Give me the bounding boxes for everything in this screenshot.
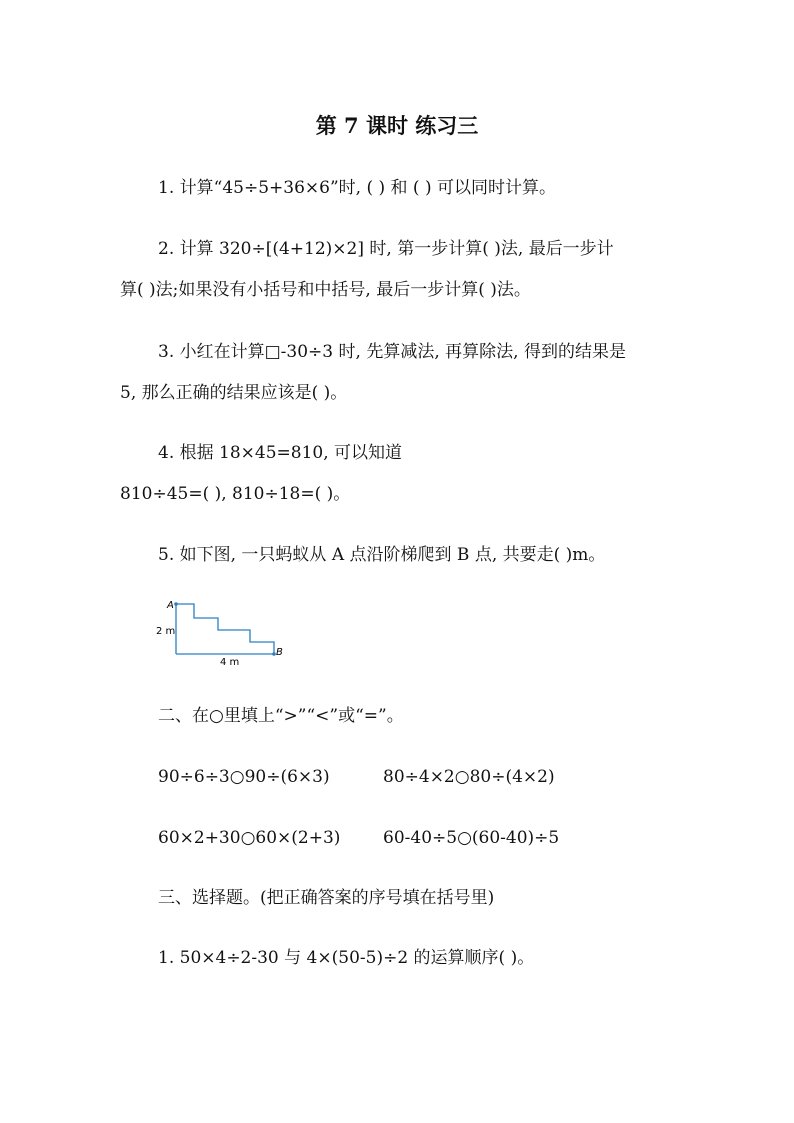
width-label: 4 m <box>220 657 240 668</box>
section-3-heading: 三、选择题。(把正确答案的序号填在括号里) <box>158 888 495 908</box>
label-b: B <box>276 647 283 658</box>
question-4-line-2: 810÷45=( ), 810÷18=( )。 <box>120 484 351 504</box>
question-2-line-2: 算( )法;如果没有小括号和中括号, 最后一步计算( )法。 <box>120 280 531 300</box>
choice-question-1: 1. 50×4÷2-30 与 4×(50-5)÷2 的运算顺序( )。 <box>158 948 535 968</box>
compare-4: 60-40÷5○(60-40)÷5 <box>383 828 560 848</box>
label-a: A <box>167 600 174 611</box>
staircase-outline <box>176 604 274 654</box>
question-2-line-1: 2. 计算 320÷[(4+12)×2] 时, 第一步计算( )法, 最后一步计 <box>158 239 614 259</box>
question-5: 5. 如下图, 一只蚂蚁从 A 点沿阶梯爬到 B 点, 共要走( )m。 <box>158 545 606 565</box>
page-title: 第 7 课时 练习三 <box>315 113 479 138</box>
height-label: 2 m <box>156 626 176 637</box>
section-2-heading: 二、在○里填上“>”“<”或“=”。 <box>158 706 404 726</box>
compare-1: 90÷6÷3○90÷(6×3) <box>158 767 330 787</box>
compare-2: 80÷4×2○80÷(4×2) <box>383 767 555 787</box>
question-4-line-1: 4. 根据 18×45=810, 可以知道 <box>158 443 403 463</box>
compare-3: 60×2+30○60×(2+3) <box>158 828 341 848</box>
question-3-line-1: 3. 小红在计算□-30÷3 时, 先算减法, 再算除法, 得到的结果是 <box>158 342 626 362</box>
staircase-figure <box>150 596 300 672</box>
question-1: 1. 计算“45÷5+36×6”时, ( ) 和 ( ) 可以同时计算。 <box>158 178 556 198</box>
point-a-dot <box>174 602 178 606</box>
question-3-line-2: 5, 那么正确的结果应该是( )。 <box>120 383 348 403</box>
